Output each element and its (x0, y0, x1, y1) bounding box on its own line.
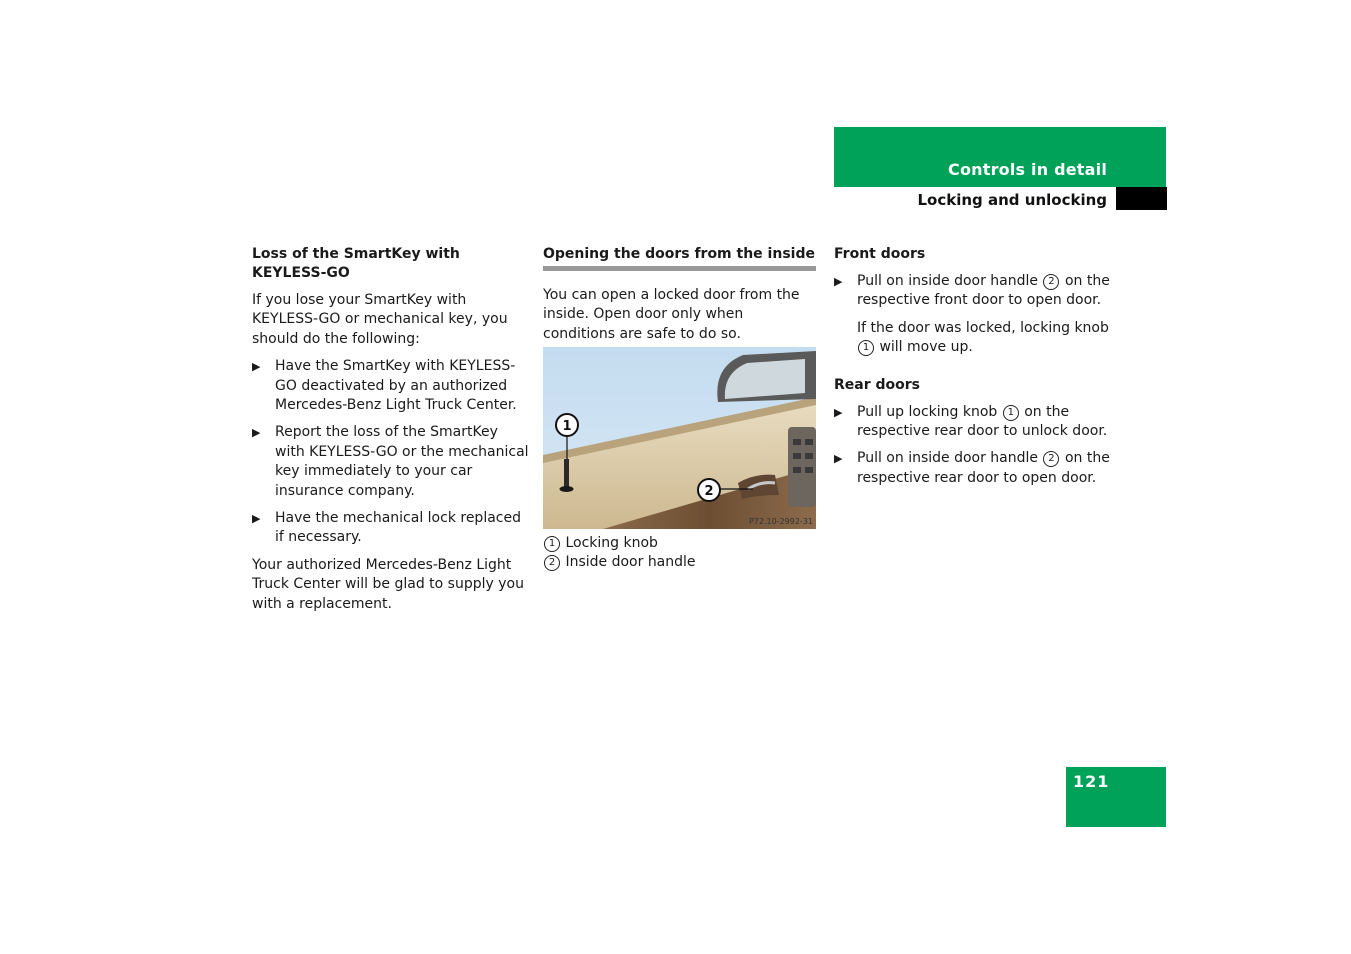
list-item-text: Report the loss of the SmartKey with KEYLESS-GO or the mechanical key immediately to your car insurance company. (275, 424, 529, 499)
legend-label: Locking knob (565, 535, 658, 551)
heading-rule (543, 266, 816, 271)
bullet-arrow-icon: ▶ (252, 360, 261, 374)
column-opening-doors (543, 245, 816, 344)
callout-number: 1 (858, 340, 874, 356)
bullet-arrow-icon: ▶ (252, 426, 261, 440)
list-item-text: on the respective rear door to unlock door. (857, 403, 1108, 440)
bullet-arrow-icon: ▶ (834, 275, 843, 288)
svg-text:2: 2 (704, 484, 714, 499)
note-text: will move up. (879, 339, 973, 356)
section-title: Controls in detail (948, 160, 1107, 179)
page-number: 121 (1073, 772, 1110, 791)
header-black-tab (1116, 187, 1167, 210)
heading-opening-doors: Opening the doors from the inside (543, 246, 815, 262)
list-item (834, 403, 1114, 442)
heading-smartkey-loss: Loss of the SmartKey with KEYLESS-GO (252, 246, 460, 281)
callout-number: 2 (1043, 274, 1059, 290)
smartkey-closing: Your authorized Mercedes-Benz Light Truck Center will be glad to supply you with a replacement. (252, 556, 524, 612)
callout-number: 2 (1043, 451, 1059, 467)
list-item (252, 423, 532, 501)
subsection-title: Locking and unlocking (917, 191, 1107, 209)
list-item-text: on the respective front door to open door. (857, 273, 1110, 309)
list-item-text: Have the mechanical lock replaced if necessary. (275, 510, 521, 546)
legend-item (543, 534, 816, 553)
bullet-arrow-icon: ▶ (834, 405, 843, 419)
legend-item (543, 553, 816, 572)
figure-code: P72.10-2992-31 (748, 517, 813, 526)
figure-legend (543, 534, 816, 573)
door-illustration-svg (543, 347, 816, 529)
column-door-procedures (834, 245, 1114, 488)
list-item-text: Pull up locking knob (857, 403, 998, 420)
callout-number: 1 (1003, 405, 1019, 421)
note-text: If the door was locked, locking knob (857, 319, 1109, 336)
heading-front-doors: Front doors (834, 246, 926, 262)
legend-number: 1 (544, 536, 560, 552)
list-item-text: Pull on inside door handle (857, 450, 1039, 467)
list-item-text: Pull on inside door handle (857, 273, 1039, 289)
opening-intro: You can open a locked door from the inside. Open door only when conditions are safe to do so. (543, 287, 800, 342)
heading-rear-doors: Rear doors (834, 376, 920, 393)
bullet-arrow-icon: ▶ (834, 452, 843, 466)
column-smartkey-loss (252, 245, 532, 614)
svg-text:1: 1 (562, 419, 572, 434)
list-item-text: Have the SmartKey with KEYLESS-GO deactivated by an authorized Mercedes-Benz Light Truck Center. (275, 358, 517, 414)
list-item (252, 357, 532, 415)
door-illustration (543, 347, 816, 529)
list-item (834, 272, 1114, 311)
legend-number: 2 (544, 555, 560, 571)
front-door-note (834, 319, 1114, 358)
list-item (834, 449, 1114, 488)
legend-label: Inside door handle (565, 554, 696, 571)
smartkey-intro: If you lose your SmartKey with KEYLESS-GO or mechanical key, you should do the following: (252, 292, 508, 347)
bullet-arrow-icon: ▶ (252, 512, 261, 526)
list-item-text: on the respective rear door to open door. (857, 450, 1110, 486)
list-item (252, 509, 532, 548)
